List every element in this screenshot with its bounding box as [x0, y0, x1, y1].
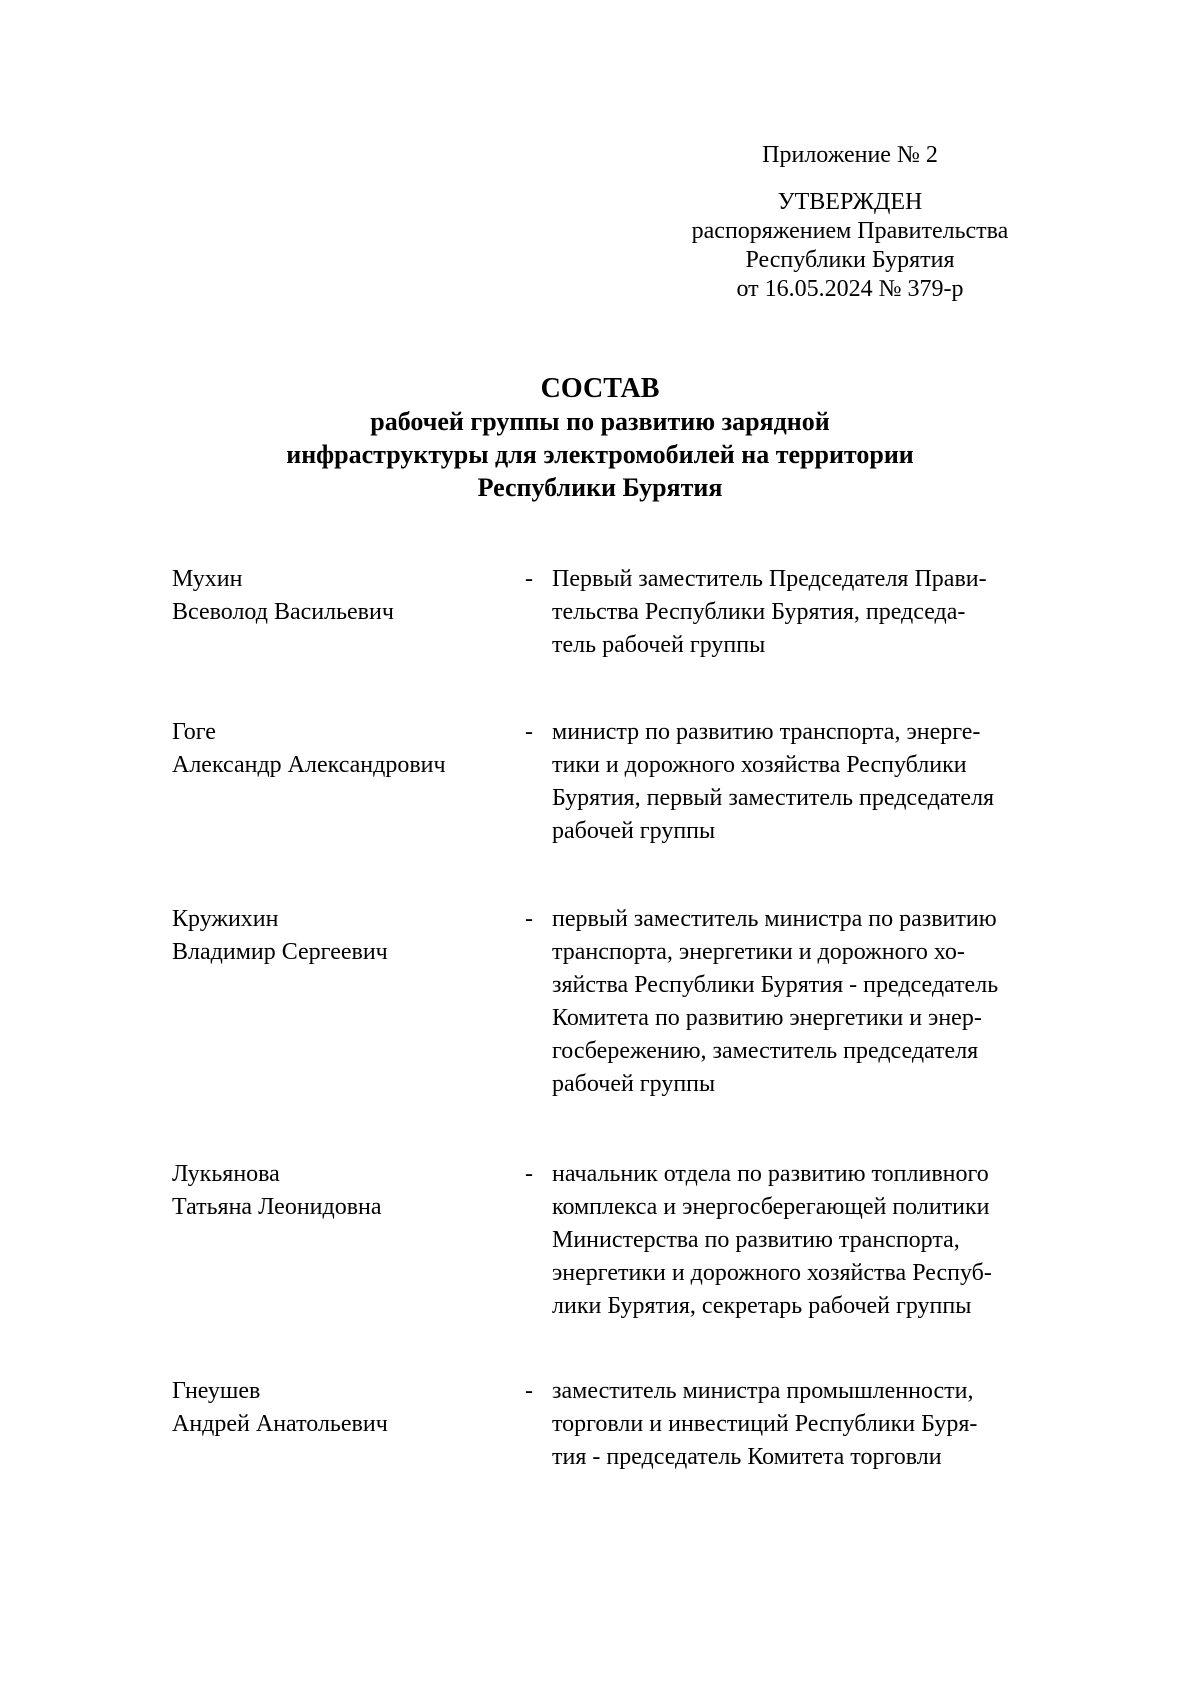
title-line-1: рабочей группы по развитию зарядной [370, 407, 830, 436]
member-dash: - [525, 566, 533, 592]
title-line-3: Республики Бурятия [477, 473, 723, 502]
member-role: заместитель министра промышленности, торговли и инвестиций Республики Буря- тия - председатель Комитета торговли [552, 1378, 978, 1470]
approved-by-line-2: Республики Бурятия [745, 247, 955, 273]
member-role: начальник отдела по развитию топливного комплекса и энергосберегающей политики Министерства по развитию транспорта, энергетики и дорожного хозяйства Респуб- лики Бурятия, секретарь рабочей группы [552, 1161, 992, 1319]
member-dash: - [525, 1161, 533, 1187]
member-role: первый заместитель министра по развитию транспорта, энергетики и дорожного хо- зяйства Республики Бурятия - председатель Комитета по развитию энергетики и энер- госбережению, заместитель председателя рабочей группы [552, 906, 999, 1097]
title-line-2: инфраструктуры для электромобилей на территории [286, 440, 914, 469]
approval-date: от 16.05.2024 № 379-р [736, 276, 964, 302]
member-given-names: Александр Александрович [172, 752, 446, 778]
title-heading: СОСТАВ [540, 373, 660, 404]
approved-by-line-1: распоряжением Правительства [691, 218, 1009, 244]
member-surname: Гоге [172, 719, 216, 745]
member-surname: Лукьянова [172, 1161, 280, 1187]
member-name [172, 1158, 512, 1224]
member-dash: - [525, 719, 533, 745]
document-title [0, 372, 1200, 504]
member-name [172, 1375, 512, 1441]
approved-stamp: УТВЕРЖДЕН [777, 189, 923, 215]
member-surname: Кружихин [172, 906, 279, 932]
member-surname: Гнеушев [172, 1378, 261, 1404]
member-surname: Мухин [172, 566, 243, 592]
member-given-names: Андрей Анатольевич [172, 1411, 388, 1437]
member-name [172, 903, 512, 969]
member-role: министр по развитию транспорта, энерге- тики и дорожного хозяйства Республики Бурятия, первый заместитель председателя рабочей группы [552, 719, 995, 844]
member-role: Первый заместитель Председателя Прави- тельства Республики Бурятия, председа- тель рабочей группы [552, 566, 987, 658]
member-given-names: Татьяна Леонидовна [172, 1194, 382, 1220]
member-name [172, 563, 512, 629]
member-name [172, 716, 512, 782]
appendix-label: Приложение № 2 [762, 142, 938, 168]
approval-block [650, 141, 1050, 304]
member-given-names: Владимир Сергеевич [172, 939, 388, 965]
member-dash: - [525, 1378, 533, 1404]
member-dash: - [525, 906, 533, 932]
member-given-names: Всеволод Васильевич [172, 599, 394, 625]
